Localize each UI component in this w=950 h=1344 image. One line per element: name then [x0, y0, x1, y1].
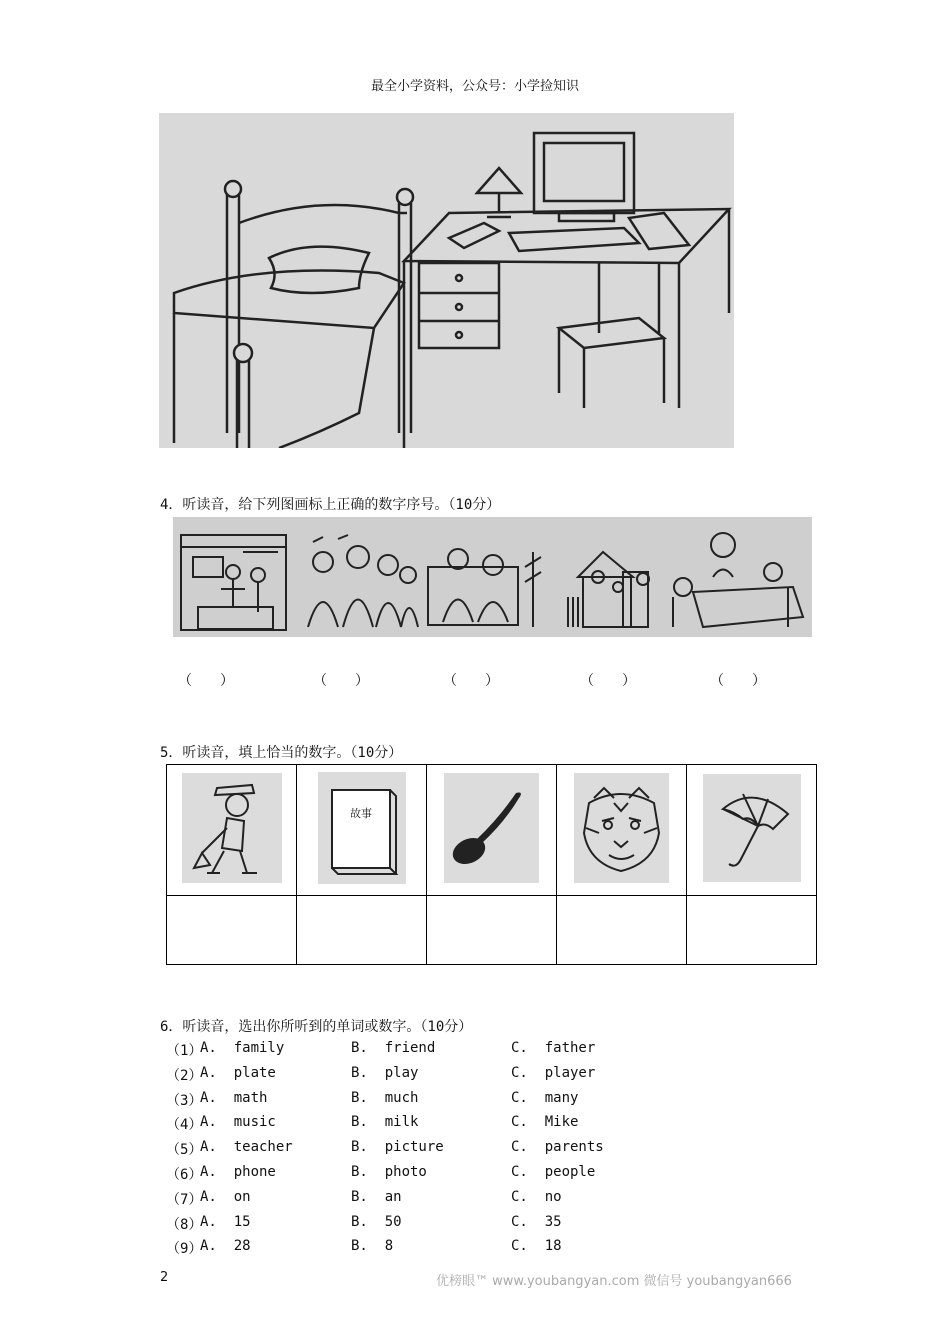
q5-picture-cell-1	[167, 765, 297, 896]
option-a[interactable]: A. phone	[200, 1163, 276, 1180]
question-5-title: 5．听读音，填上恰当的数字。（10分）	[160, 745, 403, 761]
q5-answer-table	[166, 764, 817, 965]
option-b[interactable]: B. much	[351, 1089, 419, 1106]
option-a[interactable]: A. family	[200, 1040, 285, 1056]
family-dinner-picture	[673, 533, 803, 627]
option-c[interactable]: C. people	[511, 1163, 596, 1180]
q6-item-7	[166, 1188, 562, 1214]
option-c[interactable]: C. 18	[511, 1238, 562, 1255]
q4-answer-blank-4[interactable]: （ ）	[580, 673, 636, 689]
family-at-house-picture	[568, 552, 649, 627]
item-number: （4）	[166, 1117, 203, 1134]
option-b[interactable]: B. milk	[351, 1114, 419, 1131]
q5-answer-cell-5[interactable]	[687, 896, 817, 965]
q5-answer-cell-2[interactable]	[297, 896, 427, 965]
q5-answer-cell-4[interactable]	[557, 896, 687, 965]
q6-item-8	[166, 1213, 562, 1239]
kitchen-family-picture	[181, 535, 286, 630]
q6-item-4	[166, 1114, 579, 1139]
item-number: （1）	[166, 1043, 203, 1059]
storybook-picture	[318, 772, 406, 884]
option-c[interactable]: C. father	[511, 1040, 596, 1056]
couple-on-sofa-picture	[428, 549, 541, 627]
q6-item-6	[166, 1163, 596, 1189]
bedroom-illustration	[159, 113, 734, 448]
q6-item-9	[166, 1238, 562, 1263]
family-group-picture	[308, 535, 418, 627]
storybook-title: 故事	[349, 807, 372, 820]
item-number: （5）	[166, 1142, 203, 1159]
option-a[interactable]: A. teacher	[200, 1139, 293, 1156]
page-number: 2	[160, 1270, 169, 1285]
option-a[interactable]: A. music	[200, 1114, 276, 1131]
q5-answer-cell-3[interactable]	[427, 896, 557, 965]
item-number: （3）	[166, 1092, 203, 1109]
question-4-title: 4．听读音，给下列图画标上正确的数字序号。（10分）	[160, 497, 501, 513]
q5-picture-cell-4	[557, 765, 687, 896]
q4-answer-blank-5[interactable]: （ ）	[710, 673, 766, 689]
q6-item-5	[166, 1139, 604, 1164]
question-6-title: 6．听读音，选出你所听到的单词或数字。（10分）	[160, 1019, 473, 1035]
option-b[interactable]: B. play	[351, 1064, 419, 1081]
option-a[interactable]: A. 15	[200, 1213, 251, 1230]
q5-picture-cell-2	[297, 765, 427, 896]
option-a[interactable]: A. on	[200, 1188, 251, 1205]
option-b[interactable]: B. photo	[351, 1163, 427, 1180]
q4-answer-blank-1[interactable]: （ ）	[178, 673, 234, 689]
q6-item-2	[166, 1064, 596, 1090]
q6-item-1	[166, 1040, 596, 1065]
option-b[interactable]: B. 8	[351, 1238, 394, 1255]
item-number: （9）	[166, 1241, 203, 1258]
option-b[interactable]: B. an	[351, 1188, 402, 1205]
item-number: （6）	[166, 1166, 203, 1183]
footer-watermark: 优榜眼™ www.youbangyan.com 微信号 youbangyan666	[436, 1274, 792, 1289]
spoon-picture	[444, 773, 539, 883]
option-a[interactable]: A. 28	[200, 1238, 251, 1255]
item-number: （2）	[166, 1067, 203, 1084]
q4-answer-blank-3[interactable]: （ ）	[443, 673, 499, 689]
q6-item-3	[166, 1089, 579, 1115]
tiger-face-picture	[574, 773, 669, 883]
q5-picture-cell-5	[687, 765, 817, 896]
q4-picture-strip	[173, 517, 812, 637]
item-number: （7）	[166, 1191, 203, 1208]
q6-options-list	[166, 1040, 604, 1263]
page-header: 最全小学资料，公众号：小学捡知识	[370, 79, 579, 94]
farmer-with-hoe-picture	[182, 773, 282, 883]
q4-answer-blank-2[interactable]: （ ）	[313, 673, 369, 689]
option-a[interactable]: A. math	[200, 1089, 268, 1106]
q5-picture-cell-3	[427, 765, 557, 896]
option-b[interactable]: B. 50	[351, 1213, 402, 1230]
option-c[interactable]: C. 35	[511, 1213, 562, 1230]
option-c[interactable]: C. parents	[511, 1139, 604, 1156]
umbrella-picture	[703, 774, 801, 882]
option-b[interactable]: B. picture	[351, 1139, 444, 1156]
option-c[interactable]: C. Mike	[511, 1114, 579, 1131]
option-b[interactable]: B. friend	[351, 1040, 436, 1056]
option-c[interactable]: C. many	[511, 1089, 579, 1106]
q5-answer-cell-1[interactable]	[167, 896, 297, 965]
option-c[interactable]: C. player	[511, 1064, 596, 1081]
item-number: （8）	[166, 1216, 203, 1233]
option-c[interactable]: C. no	[511, 1188, 562, 1205]
option-a[interactable]: A. plate	[200, 1064, 276, 1081]
